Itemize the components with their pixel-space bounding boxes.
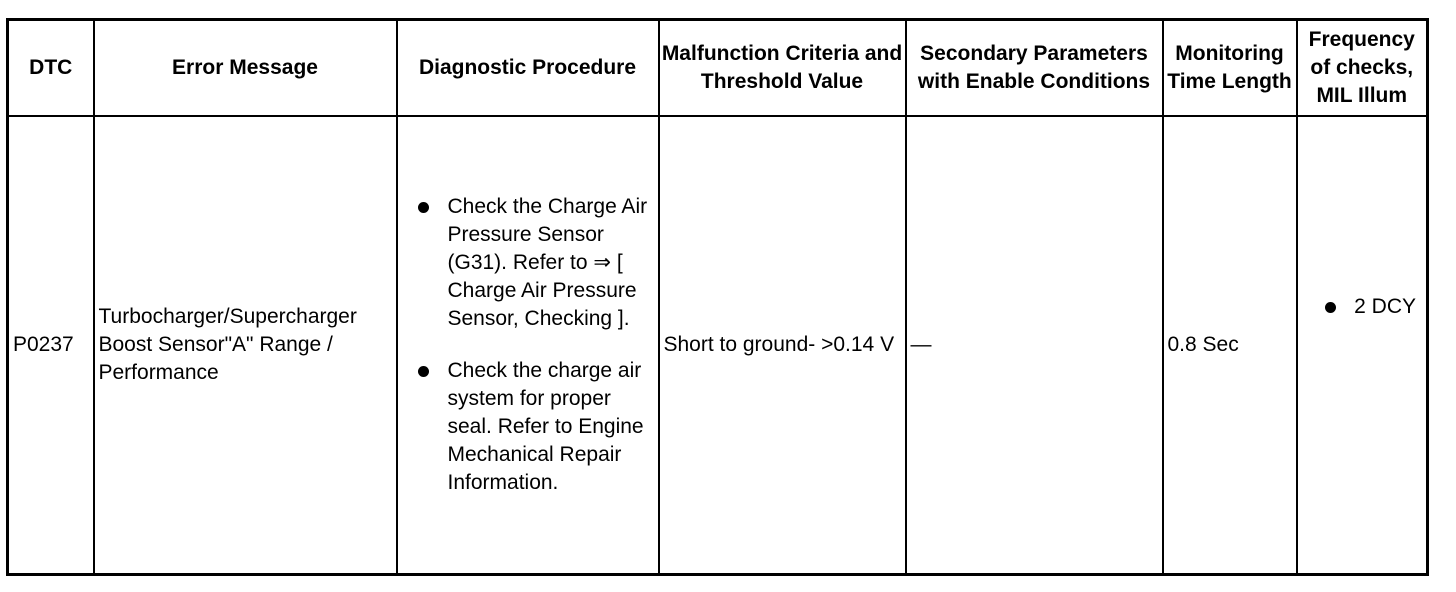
header-dtc: DTC (8, 20, 94, 117)
header-diagnostic-procedure: Diagnostic Procedure (397, 20, 659, 117)
bullet-icon (1325, 302, 1336, 313)
header-error-message: Error Message (94, 20, 397, 117)
table-header (8, 20, 1428, 117)
table-row (8, 116, 1428, 575)
header-malfunction-criteria: Malfunction Criteria and Threshold Value (659, 20, 906, 117)
bullet-icon (418, 202, 429, 213)
procedure-step-text: Check the charge air system for proper seal. Refer to Engine Mechanical Repair Information. (447, 359, 644, 494)
cell-dtc: P0237 (8, 116, 94, 575)
cell-diagnostic-procedure (397, 116, 659, 575)
frequency-entry (1302, 293, 1423, 321)
cell-frequency (1297, 116, 1428, 575)
procedure-step (402, 193, 654, 333)
header-frequency: Frequency of checks, MIL Illum (1297, 20, 1428, 117)
header-row (8, 20, 1428, 117)
cell-malfunction-criteria: Short to ground- >0.14 V (659, 116, 906, 575)
frequency-text: 2 DCY (1354, 295, 1416, 318)
cell-monitoring-time: 0.8 Sec (1163, 116, 1297, 575)
header-secondary-parameters: Secondary Parameters with Enable Conditions (906, 20, 1163, 117)
procedure-step-text: Check the Charge Air Pressure Sensor (G31). Refer to ⇒ [ Charge Air Pressure Sensor, Checking ]. (447, 195, 648, 330)
bullet-icon (418, 366, 429, 377)
cell-secondary-parameters: — (906, 116, 1163, 575)
dtc-table (6, 18, 1429, 576)
header-monitoring-time: Monitoring Time Length (1163, 20, 1297, 117)
cell-error-message: Turbocharger/Supercharger Boost Sensor"A" Range / Performance (94, 116, 397, 575)
procedure-list (402, 193, 654, 497)
procedure-step (402, 357, 654, 497)
